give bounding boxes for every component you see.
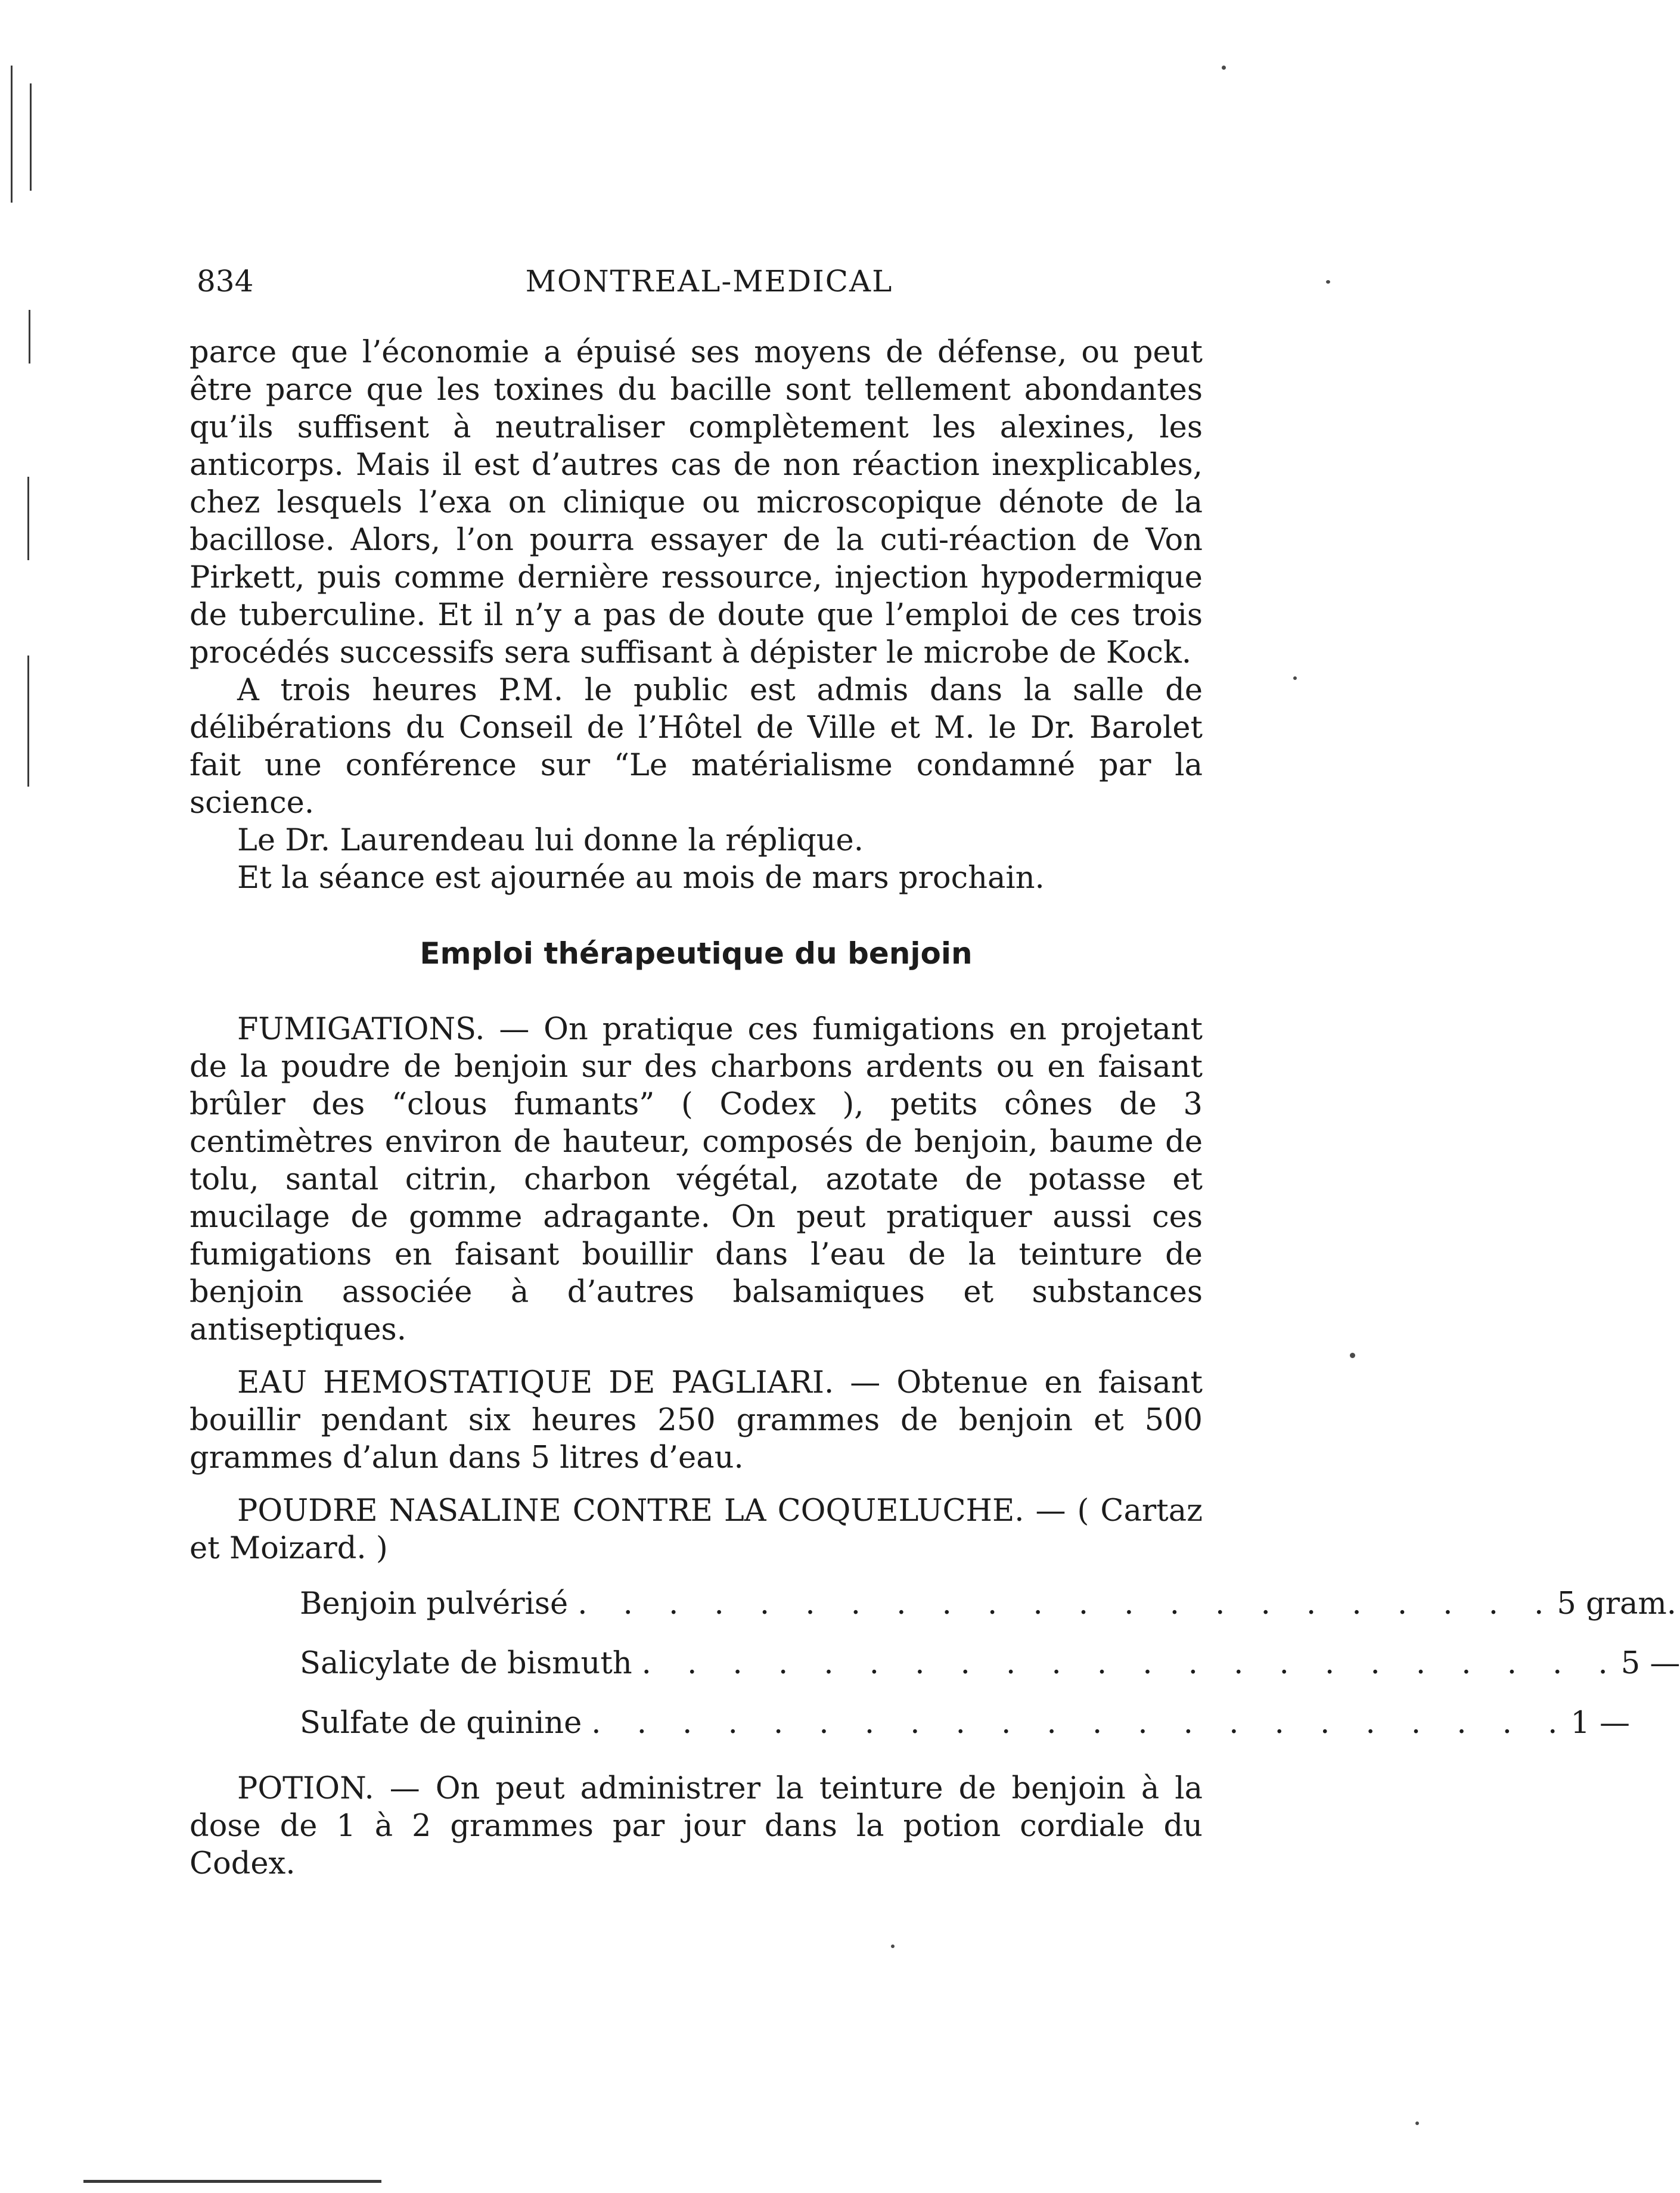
paragraph-potion: POTION. — On peut administrer la teinture de benjoin à la dose de 1 à 2 grammes par jour dans la potion cordiale du Codex. [190, 1771, 1203, 1881]
ingredient-name: Benjoin pulvérisé [300, 1586, 569, 1622]
running-header [197, 257, 1222, 305]
recipe-row [300, 1585, 1676, 1645]
section-title: Emploi thérapeutique du benjoin [420, 936, 973, 971]
recipe-row [300, 1645, 1680, 1704]
scan-edge-mark [29, 310, 30, 364]
ingredient-quantity: 5 gram. [1557, 1586, 1676, 1622]
scan-speck [1293, 676, 1297, 680]
recipe-row [300, 1704, 1631, 1764]
scan-edge-mark [11, 66, 13, 203]
scan-edge-mark [83, 2180, 381, 2183]
scan-speck [891, 1944, 895, 1948]
leader-dots: . . . . . . . . . . . . . . . . . . . . . . [641, 1646, 1621, 1681]
scan-speck [1350, 1353, 1355, 1358]
ingredient-name: Salicylate de bismuth [300, 1646, 632, 1681]
article-body [190, 334, 1680, 1883]
scan-edge-mark [27, 477, 29, 560]
paragraph-reply: Le Dr. Laurendeau lui donne la réplique. [237, 823, 864, 858]
paragraph-continuation: parce que l’économie a épuisé ses moyens de défense, ou peut être parce que les toxines du bacille sont tellement abondantes qu’ils suffisent à neutraliser complètement les alexines, les anticorps. Mais il est d’autres cas de non réaction inexplicables, chez lesquels l’exa on clinique ou microscopique dénote de la bacillose. Alors, l’on pourra essayer de la cuti-réaction de Von Pirkett, puis comme dernière ressource, injection hypodermique de tuberculine. Et il n’y a pas de doute que l’emploi de ces trois procédés successifs sera suffisant à dépister le microbe de Kock. [190, 335, 1203, 670]
paragraph-fumigations: FUMIGATIONS. — On pratique ces fumigations en projetant de la poudre de benjoin sur des charbons ardents ou en faisant brûler des “clous fumants” ( Codex ), petits cônes de 3 centimètres environ de hauteur, composés de benjoin, baume de tolu, santal citrin, charbon végétal, azotate de potasse et mucilage de gomme adragante. On peut pratiquer aussi ces fumigations en faisant bouillir dans l’eau de la teinture de benjoin associée à d’autres balsamiques et substances antiseptiques. [190, 1012, 1203, 1347]
leader-dots: . . . . . . . . . . . . . . . . . . . . . . [591, 1706, 1571, 1741]
paragraph-adjournment: Et la séance est ajournée au mois de mars prochain. [237, 861, 1045, 896]
journal-title: MONTREAL-MEDICAL [525, 264, 893, 299]
scan-edge-mark [27, 656, 29, 787]
scan-speck [1222, 66, 1226, 70]
paragraph-eau-hemostatique: EAU HEMOSTATIQUE DE PAGLIARI. — Obtenue en faisant bouillir pendant six heures 250 grammes de benjoin et 500 grammes d’alun dans 5 litres d’eau. [190, 1365, 1203, 1476]
paragraph-conference: A trois heures P.M. le public est admis dans la salle de délibérations du Conseil de l’Hôtel de Ville et M. le Dr. Barolet fait une conférence sur “Le matérialisme condamné par la science. [190, 673, 1203, 821]
scan-edge-mark [30, 83, 32, 191]
ingredient-name: Sulfate de quinine [300, 1706, 582, 1741]
recipe-list [300, 1585, 1680, 1764]
leader-dots: . . . . . . . . . . . . . . . . . . . . . . [577, 1586, 1557, 1622]
page-number: 834 [197, 264, 254, 299]
scan-speck [1415, 2121, 1419, 2125]
ingredient-quantity: 1 — [1570, 1706, 1631, 1741]
ingredient-quantity: 5 — [1620, 1646, 1680, 1681]
scan-speck [1326, 280, 1330, 284]
paragraph-poudre-nasaline: POUDRE NASALINE CONTRE LA COQUELUCHE. — ( Cartaz et Moizard. ) [190, 1493, 1203, 1566]
